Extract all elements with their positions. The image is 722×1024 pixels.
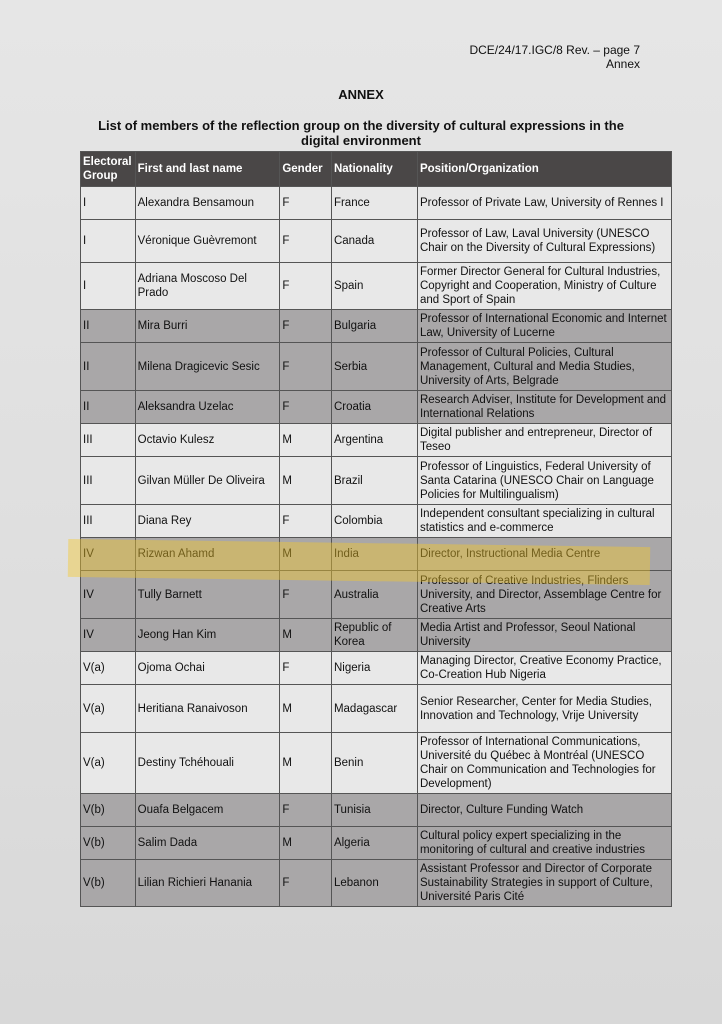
cell-position: Professor of Creative Industries, Flinders University, and Director, Assemblage Centre for Creative Arts — [417, 571, 671, 619]
cell-position: Professor of International Economic and Internet Law, University of Lucerne — [417, 310, 671, 343]
cell-gender: M — [280, 827, 332, 860]
header-gender: Gender — [280, 152, 332, 187]
table-row — [81, 827, 672, 860]
cell-group: II — [81, 310, 136, 343]
cell-gender: F — [280, 187, 332, 220]
cell-gender: M — [280, 538, 332, 571]
table-row — [81, 457, 672, 505]
cell-gender: F — [280, 263, 332, 310]
cell-nationality: Tunisia — [331, 794, 417, 827]
cell-position: Professor of Private Law, University of Rennes I — [417, 187, 671, 220]
table-row — [81, 619, 672, 652]
table-row — [81, 263, 672, 310]
table-row — [81, 310, 672, 343]
cell-group: V(b) — [81, 794, 136, 827]
cell-position: Director, Instructional Media Centre — [417, 538, 671, 571]
table-row — [81, 571, 672, 619]
cell-gender: F — [280, 505, 332, 538]
cell-nationality: Spain — [331, 263, 417, 310]
table-row — [81, 794, 672, 827]
header-nationality: Nationality — [331, 152, 417, 187]
cell-gender: M — [280, 685, 332, 733]
cell-nationality: Nigeria — [331, 652, 417, 685]
cell-name: Jeong Han Kim — [135, 619, 280, 652]
table-row — [81, 538, 672, 571]
cell-group: III — [81, 424, 136, 457]
cell-group: IV — [81, 571, 136, 619]
cell-position: Professor of International Communications, Université du Québec à Montréal (UNESCO Chair on Communication and Technologies for Development) — [417, 733, 671, 794]
cell-group: III — [81, 505, 136, 538]
cell-name: Octavio Kulesz — [135, 424, 280, 457]
cell-position: Independent consultant specializing in cultural statistics and e-commerce — [417, 505, 671, 538]
table-row — [81, 220, 672, 263]
table-row — [81, 343, 672, 391]
cell-position: Former Director General for Cultural Industries, Copyright and Cooperation, Ministry of Culture and Sport of Spain — [417, 263, 671, 310]
cell-position: Director, Culture Funding Watch — [417, 794, 671, 827]
table-row — [81, 652, 672, 685]
cell-nationality: Serbia — [331, 343, 417, 391]
cell-name: Ouafa Belgacem — [135, 794, 280, 827]
header-electoral-group: Electoral Group — [81, 152, 136, 187]
cell-nationality: Canada — [331, 220, 417, 263]
cell-name: Adriana Moscoso Del Prado — [135, 263, 280, 310]
cell-position: Professor of Law, Laval University (UNESCO Chair on the Diversity of Cultural Expressions) — [417, 220, 671, 263]
cell-name: Ojoma Ochai — [135, 652, 280, 685]
cell-name: Diana Rey — [135, 505, 280, 538]
cell-group: II — [81, 343, 136, 391]
cell-position: Senior Researcher, Center for Media Studies, Innovation and Technology, Vrije University — [417, 685, 671, 733]
annex-label: Annex — [605, 57, 640, 71]
cell-gender: M — [280, 619, 332, 652]
cell-position: Media Artist and Professor, Seoul National University — [417, 619, 671, 652]
cell-name: Destiny Tchéhouali — [135, 733, 280, 794]
header-name: First and last name — [135, 152, 280, 187]
cell-name: Tully Barnett — [135, 571, 280, 619]
cell-gender: F — [280, 220, 332, 263]
annex-title: ANNEX — [338, 87, 384, 102]
cell-nationality: India — [331, 538, 417, 571]
table-row — [81, 187, 672, 220]
cell-nationality: France — [331, 187, 417, 220]
table-header-row — [81, 152, 672, 187]
cell-name: Rizwan Ahamd — [135, 538, 280, 571]
cell-group: I — [81, 187, 136, 220]
cell-gender: F — [280, 860, 332, 907]
header-position: Position/Organization — [417, 152, 671, 187]
cell-gender: F — [280, 391, 332, 424]
cell-gender: F — [280, 652, 332, 685]
cell-name: Gilvan Müller De Oliveira — [135, 457, 280, 505]
cell-name: Salim Dada — [135, 827, 280, 860]
cell-position: Digital publisher and entrepreneur, Director of Teseo — [417, 424, 671, 457]
cell-nationality: Benin — [331, 733, 417, 794]
cell-nationality: Brazil — [331, 457, 417, 505]
table-row — [81, 685, 672, 733]
cell-group: III — [81, 457, 136, 505]
cell-nationality: Australia — [331, 571, 417, 619]
table-row — [81, 391, 672, 424]
table-row — [81, 424, 672, 457]
cell-gender: F — [280, 794, 332, 827]
cell-position: Managing Director, Creative Economy Practice, Co-Creation Hub Nigeria — [417, 652, 671, 685]
cell-nationality: Algeria — [331, 827, 417, 860]
cell-group: II — [81, 391, 136, 424]
cell-nationality: Madagascar — [331, 685, 417, 733]
table-row — [81, 860, 672, 907]
document-reference — [469, 43, 640, 71]
cell-group: V(a) — [81, 685, 136, 733]
cell-gender: M — [280, 457, 332, 505]
list-title: List of members of the reflection group on the diversity of cultural expressions in the digital environment — [98, 118, 624, 148]
cell-position: Research Adviser, Institute for Development and International Relations — [417, 391, 671, 424]
cell-name: Heritiana Ranaivoson — [135, 685, 280, 733]
cell-position: Professor of Cultural Policies, Cultural Management, Cultural and Media Studies, University of Arts, Belgrade — [417, 343, 671, 391]
cell-name: Lilian Richieri Hanania — [135, 860, 280, 907]
cell-group: V(a) — [81, 652, 136, 685]
cell-name: Mira Burri — [135, 310, 280, 343]
cell-nationality: Colombia — [331, 505, 417, 538]
cell-position: Cultural policy expert specializing in the monitoring of cultural and creative industries — [417, 827, 671, 860]
cell-group: IV — [81, 619, 136, 652]
cell-group: IV — [81, 538, 136, 571]
cell-nationality: Croatia — [331, 391, 417, 424]
cell-group: V(a) — [81, 733, 136, 794]
members-table — [80, 151, 672, 907]
cell-gender: F — [280, 571, 332, 619]
cell-gender: F — [280, 310, 332, 343]
cell-name: Aleksandra Uzelac — [135, 391, 280, 424]
cell-group: I — [81, 220, 136, 263]
cell-nationality: Republic of Korea — [331, 619, 417, 652]
table-row — [81, 505, 672, 538]
cell-name: Véronique Guèvremont — [135, 220, 280, 263]
cell-group: V(b) — [81, 860, 136, 907]
cell-gender: M — [280, 733, 332, 794]
cell-nationality: Argentina — [331, 424, 417, 457]
cell-group: I — [81, 263, 136, 310]
cell-gender: M — [280, 424, 332, 457]
cell-nationality: Lebanon — [331, 860, 417, 907]
cell-position: Assistant Professor and Director of Corporate Sustainability Strategies in support of Culture, Université Paris Cité — [417, 860, 671, 907]
cell-position: Professor of Linguistics, Federal University of Santa Catarina (UNESCO Chair on Language Policies for Multilingualism) — [417, 457, 671, 505]
cell-nationality: Bulgaria — [331, 310, 417, 343]
cell-gender: F — [280, 343, 332, 391]
table-row — [81, 733, 672, 794]
cell-name: Milena Dragicevic Sesic — [135, 343, 280, 391]
cell-group: V(b) — [81, 827, 136, 860]
reference-line: DCE/24/17.IGC/8 Rev. – page 7 — [469, 43, 640, 57]
cell-name: Alexandra Bensamoun — [135, 187, 280, 220]
